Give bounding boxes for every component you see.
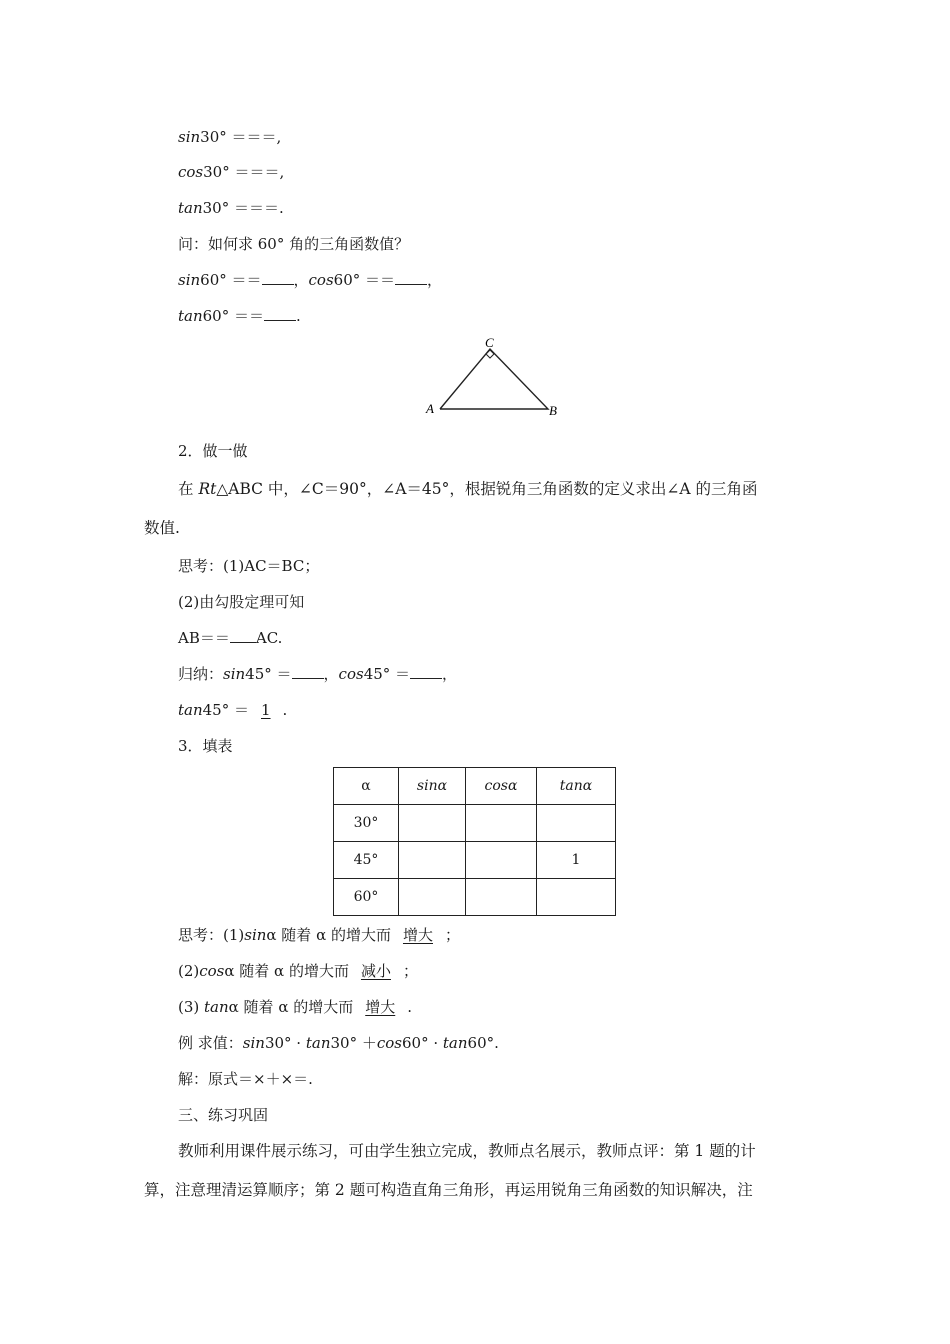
paragraph-line-1: 教师利用课件展示练习，可由学生独立完成，教师点名展示，教师点评：第 1 题的计 bbox=[178, 1142, 756, 1160]
fill-blank bbox=[230, 628, 256, 643]
text-pre: 归纳： bbox=[178, 665, 224, 683]
line-mid: α 随着 α 的增大而 bbox=[228, 998, 354, 1016]
line-mid: 45° ＝ bbox=[202, 701, 249, 719]
line-mid: α 随着 α 的增大而 bbox=[266, 926, 391, 944]
fn-tan: tan bbox=[204, 998, 229, 1016]
right-triangle-figure bbox=[420, 333, 570, 423]
line-mid: 60° · bbox=[401, 1034, 443, 1052]
text-pre: (3) bbox=[178, 998, 205, 1016]
vertex-label-a: A bbox=[426, 401, 434, 416]
text-pre: 例 求值： bbox=[178, 1034, 243, 1052]
problem-line-1 bbox=[178, 479, 758, 499]
line-mid: 45° ＝ bbox=[245, 665, 292, 683]
fn-tan: tan bbox=[178, 701, 203, 719]
line-end: ； bbox=[445, 926, 461, 944]
line-end: ， bbox=[427, 271, 443, 289]
line-rest: 30° ＝＝＝. bbox=[202, 199, 284, 217]
table-row bbox=[334, 805, 616, 842]
line-end: 60°. bbox=[467, 1034, 499, 1052]
table-cell bbox=[537, 805, 616, 842]
table-cell bbox=[466, 842, 537, 879]
table-header-cell: sinα bbox=[399, 768, 466, 805]
section-3-heading: 3．填表 bbox=[178, 737, 233, 755]
line-mid: 60° ＝＝ bbox=[333, 271, 396, 289]
fn-sin: sin bbox=[178, 271, 201, 289]
line-mid: 45° ＝ bbox=[363, 665, 411, 683]
question-line: 问：如何求 60° 角的三角函数值？ bbox=[178, 235, 410, 253]
vertex-label-c: C bbox=[485, 335, 494, 350]
sin60-cos60-line bbox=[178, 270, 442, 290]
fn-tan: tan bbox=[178, 307, 203, 325]
fn-tan: tan bbox=[178, 199, 203, 217]
line-end: ， bbox=[442, 665, 458, 683]
separator: ， bbox=[293, 271, 309, 289]
table-cell bbox=[537, 879, 616, 916]
table-cell bbox=[399, 805, 466, 842]
answer: 1 bbox=[261, 701, 271, 719]
fn-cos: cos bbox=[338, 665, 364, 683]
table-header-row bbox=[334, 768, 616, 805]
line-end: . bbox=[296, 307, 301, 325]
fill-blank bbox=[262, 270, 294, 285]
problem-line-2: 数值. bbox=[144, 519, 180, 537]
solution-line: 解：原式＝×＋×＝. bbox=[178, 1070, 313, 1088]
fn-cos: cos bbox=[308, 271, 334, 289]
table-cell: 1 bbox=[537, 842, 616, 879]
rt-label: Rt bbox=[198, 480, 217, 498]
fill-blank bbox=[292, 664, 324, 679]
text-pre: 思考：(1) bbox=[178, 926, 245, 944]
table-cell: 45° bbox=[334, 842, 399, 879]
text-pre: AB＝＝ bbox=[178, 629, 230, 647]
trig-value-table bbox=[333, 767, 616, 916]
tan45-line bbox=[178, 700, 287, 720]
fn-tan: tan bbox=[305, 1034, 331, 1052]
triangle-outline bbox=[440, 349, 548, 409]
fill-blank bbox=[410, 664, 442, 679]
table-cell bbox=[466, 879, 537, 916]
table-row bbox=[334, 842, 616, 879]
think-1: 思考：(1)AC＝BC； bbox=[178, 557, 320, 575]
line-rest: 30° ＝＝＝, bbox=[203, 163, 285, 181]
text-pre: 在 bbox=[178, 480, 199, 498]
think-2: (2)由勾股定理可知 bbox=[178, 593, 305, 611]
tan30-line bbox=[178, 198, 284, 218]
fn-sin: sin bbox=[242, 1034, 265, 1052]
fn-sin: sin bbox=[244, 926, 267, 944]
answer: 增大 bbox=[402, 926, 433, 944]
answer: 减小 bbox=[360, 962, 391, 980]
think-cos-line bbox=[178, 961, 418, 981]
table-cell: 60° bbox=[334, 879, 399, 916]
table-cell bbox=[466, 805, 537, 842]
table-header-cell: α bbox=[334, 768, 399, 805]
sin30-line bbox=[178, 127, 281, 147]
fill-blank bbox=[395, 270, 427, 285]
line-end: . bbox=[407, 998, 413, 1016]
line-end: . bbox=[282, 701, 288, 719]
line-mid: 30° · bbox=[264, 1034, 306, 1052]
fn-cos: cos bbox=[376, 1034, 402, 1052]
cos30-line bbox=[178, 162, 284, 182]
text-pre: (2) bbox=[178, 962, 200, 980]
think-tan-line bbox=[178, 997, 412, 1017]
fill-blank bbox=[264, 306, 296, 321]
table-cell: 30° bbox=[334, 805, 399, 842]
separator: ， bbox=[323, 665, 339, 683]
section-three-heading: 三、练习巩固 bbox=[178, 1106, 269, 1124]
line-mid: 30° ＋ bbox=[330, 1034, 377, 1052]
line-mid: α 随着 α 的增大而 bbox=[224, 962, 349, 980]
table-cell bbox=[399, 842, 466, 879]
ab-line bbox=[178, 628, 282, 648]
section-2-heading: 2．做一做 bbox=[178, 442, 248, 460]
table-row bbox=[334, 879, 616, 916]
summary-line bbox=[178, 664, 457, 684]
fn-cos: cos bbox=[178, 163, 204, 181]
answer: 增大 bbox=[365, 998, 396, 1016]
fn-cos: cos bbox=[199, 962, 225, 980]
example-line bbox=[178, 1033, 499, 1053]
vertex-label-b: B bbox=[549, 403, 557, 418]
table-cell bbox=[399, 879, 466, 916]
text-post: △ABC 中，∠C＝90°，∠A＝45°，根据锐角三角函数的定义求出∠A 的三角函 bbox=[216, 480, 758, 498]
fn-sin: sin bbox=[178, 128, 201, 146]
line-mid: 60° ＝＝ bbox=[200, 271, 262, 289]
table-header-cell: cosα bbox=[466, 768, 537, 805]
tan60-line bbox=[178, 306, 301, 326]
line-mid: 60° ＝＝ bbox=[202, 307, 264, 325]
line-end: ； bbox=[402, 962, 418, 980]
paragraph-line-2: 算，注意理清运算顺序；第 2 题可构造直角三角形，再运用锐角三角函数的知识解决，注 bbox=[144, 1181, 753, 1199]
fn-tan: tan bbox=[442, 1034, 468, 1052]
line-rest: 30° ＝＝＝, bbox=[200, 128, 282, 146]
think-sin-line bbox=[178, 925, 460, 945]
fn-sin: sin bbox=[223, 665, 246, 683]
table-header-cell: tanα bbox=[537, 768, 616, 805]
text-post: AC. bbox=[255, 629, 283, 647]
